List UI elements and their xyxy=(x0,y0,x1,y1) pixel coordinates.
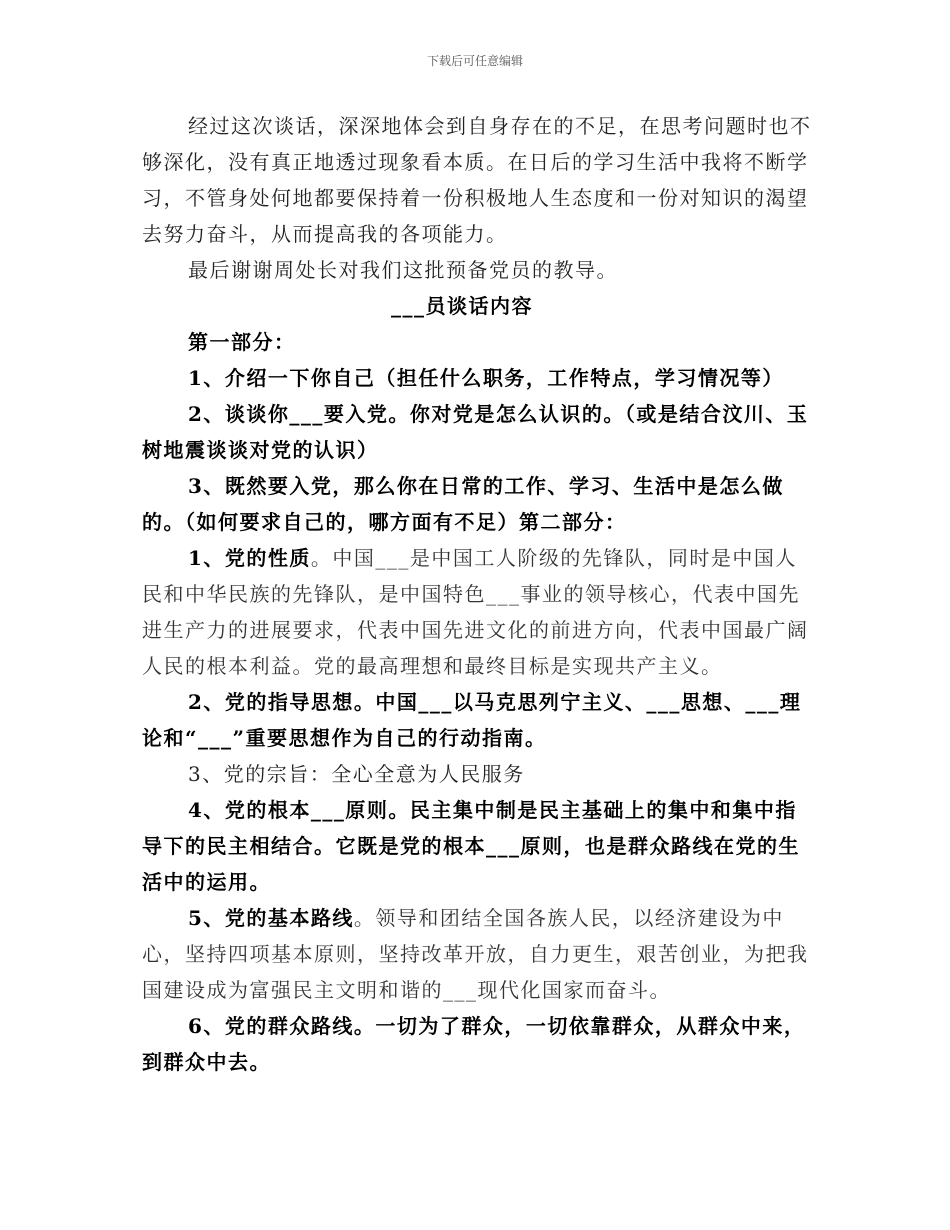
item-party-nature-body: 。中国___是中国工人阶级的先锋队，同时是中国人民和中华民族的先锋队，是中国特色___事业的领导核心，代表中国先进生产力的进展要求，代表中国先进文化的前进方向，代表中国最广阔人民的根本利益。党的最高理想和最终目标是实现共产主义。 xyxy=(142,546,809,678)
question-3: 3、既然要入党，那么你在日常的工作、学习、生活中是怎么做的。（如何要求自己的，哪方面有不足）第二部分： xyxy=(142,474,784,534)
item-party-nature xyxy=(142,540,812,684)
question-1: 1、介绍一下你自己（担任什么职务，工作特点，学习情况等） xyxy=(188,366,784,390)
item-basic-line-head: 5、党的基本路线 xyxy=(188,906,354,930)
part1-heading: 第一部分： xyxy=(188,330,296,354)
item-basic-line xyxy=(142,900,812,1008)
paragraph-thanks: 最后谢谢周处长对我们这批预备党员的教导。 xyxy=(188,258,618,282)
item-party-nature-head: 1、党的性质 xyxy=(188,546,311,570)
question-2: 2、谈谈你___要入党。你对党是怎么认识的。（或是结合汶川、玉树地震谈谈对党的认识） xyxy=(142,402,809,462)
item-mass-line: 6、党的群众路线。一切为了群众，一切依靠群众，从群众中来，到群众中去。 xyxy=(142,1014,806,1074)
section-title: ___员谈话内容 xyxy=(391,294,533,318)
item-purpose: 3、党的宗旨：全心全意为人民服务 xyxy=(188,762,525,786)
page-header-note: 下载后可任意编辑 xyxy=(426,54,523,68)
document-body xyxy=(142,108,812,1080)
item-guiding-thought: 2、党的指导思想。中国___以马克思列宁主义、___思想、___理论和“___”重要思想作为自己的行动指南。 xyxy=(142,690,802,750)
item-organizational-principle: 4、党的根本___原则。民主集中制是民主基础上的集中和集中指导下的民主相结合。它既是党的根本___原则，也是群众路线在党的生活中的运用。 xyxy=(142,798,800,894)
item-basic-line-body: 。领导和团结全国各族人民，以经济建设为中心，坚持四项基本原则，坚持改革开放，自力更生，艰苦创业，为把我国建设成为富强民主文明和谐的___现代化国家而奋斗。 xyxy=(142,906,809,1002)
paragraph-reflection: 经过这次谈话，深深地体会到自身存在的不足，在思考问题时也不够深化，没有真正地透过现象看本质。在日后的学习生活中我将不断学习，不管身处何地都要保持着一份积极地人生态度和一份对知识的渴望去努力奋斗，从而提高我的各项能力。 xyxy=(142,114,812,246)
